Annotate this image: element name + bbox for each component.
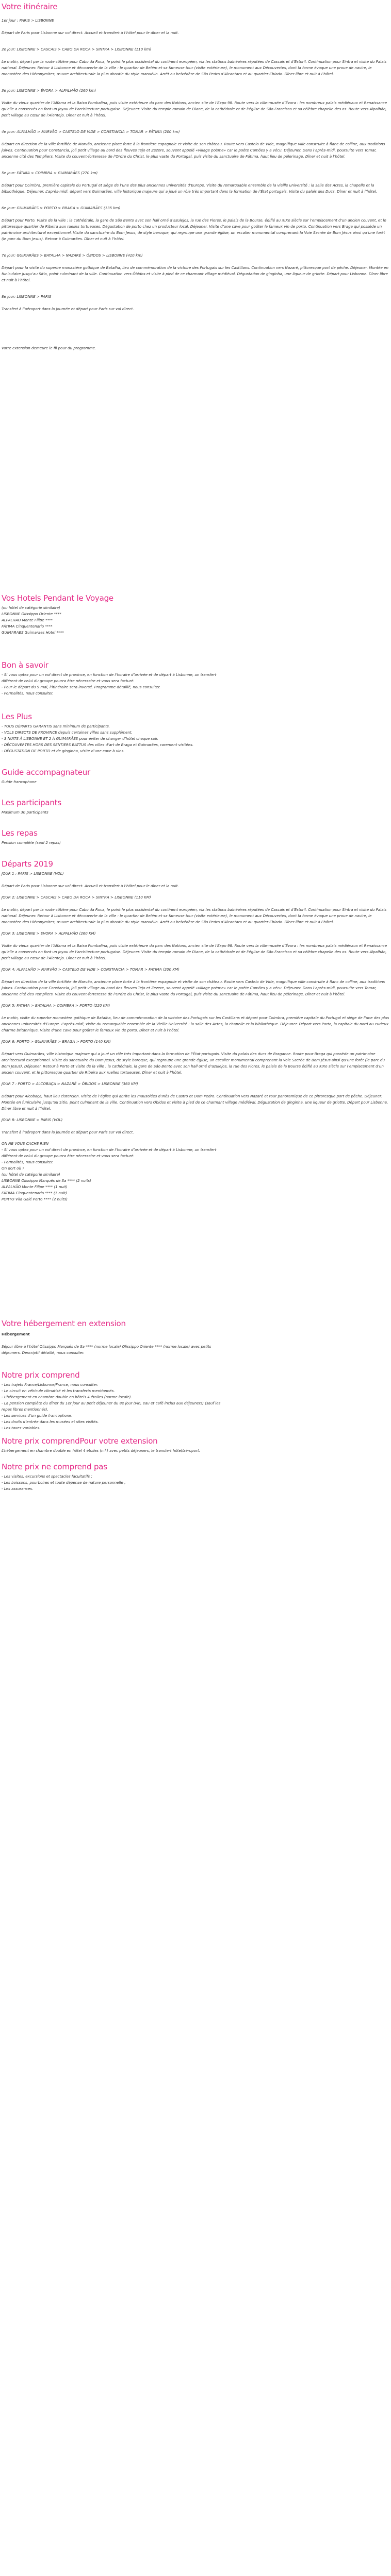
list-line: - 3 NUITS À LISBONNE ET 2 À GUIMARÃES pour éviter de changer d’hôtel chaque soir. xyxy=(2,736,159,741)
day-text: Transfert à l’aéroport dans la journée et départ pour Paris sur vol direct. xyxy=(2,307,134,311)
list-line: - Les visites, excursions et spectacles facultatifs ; xyxy=(2,1474,92,1479)
list-line: - Les droits d’entrée dans les musées et sites visités. xyxy=(2,1419,99,1424)
day-block xyxy=(2,894,389,925)
day-block xyxy=(2,170,389,195)
day-title: JOUR 5: FATIMA > BATALHA > COIMBRA > PORTO (220 KM) xyxy=(2,1003,110,1008)
day-block xyxy=(2,252,389,283)
prix-comprend-section xyxy=(2,1370,389,1431)
list-line: PORTO Vila Galé Porto **** (2 nuits) xyxy=(2,1197,68,1201)
hotels-list xyxy=(2,605,389,636)
hebergement-list xyxy=(2,1344,389,1356)
list-line: - Formalités, nous consulter. xyxy=(2,1160,54,1164)
hotels-heading: Vos Hotels Pendant le Voyage xyxy=(2,594,113,603)
day-block xyxy=(2,1039,389,1076)
repas-heading: Les repas xyxy=(2,828,38,838)
list-line: - TOUS DÉPARTS GARANTIS sans minimum de participants. xyxy=(2,724,110,728)
list-line: - Les taxes variables. xyxy=(2,1426,41,1430)
participants-section xyxy=(2,798,389,816)
day-title: JOUR 3: LISBONNE > EVORA > ALPALHÃO (260 KM) xyxy=(2,931,96,936)
day-text: Départ en direction de la ville fortifiée de Marvão, ancienne place forte à la frontière espagnole et visite de son château. Route vers Castelo de Vide, magnifique ville construite à flanc de colline, aux traditions juives. Continuation pour Constancia, joli petit village au bord des fleuves Tejo et Zezere, souvent appelé «village poème» car le poète Camões y a vécu. Déjeuner. Dans l’après-midi, poursuite vers Tomar, ancienne cité des Templiers. Visite du couvent-forteresse de l’Ordre du Christ, le plus vaste du Portugal, puis visite du sanctuaire de Fátima, haut lieu de pèlerinage. Dîner et nuit à l’hôtel. xyxy=(2,142,385,159)
list-line: Pension complète (sauf 2 repas) xyxy=(2,840,61,845)
list-line: - Formalités, nous consulter. xyxy=(2,691,54,696)
list-line: - La pension complète du dîner du 1er jour au petit déjeuner du 8e jour (vin, eau et café inclus aux déjeuners) (sauf les xyxy=(2,1401,221,1405)
list-line: (ou hôtel de catégorie similaire) xyxy=(2,1172,60,1177)
departs-section xyxy=(2,859,389,1202)
prix-extension-list xyxy=(2,1448,389,1454)
list-line: L’hébergement en chambre double en hôtel 4 étoiles (n.l.) avec petits déjeuners, le transfert hôtel/aéroport. xyxy=(2,1448,200,1453)
plus-list xyxy=(2,723,389,754)
day-title: 7e jour: GUIMARÃES > BATALHA > NAZARÉ > ÓBIDOS > LISBONNE (410 km) xyxy=(2,253,143,258)
hebergement-section xyxy=(2,1319,389,1356)
day-block xyxy=(2,967,389,997)
list-line: - Les services d’un guide francophone. xyxy=(2,1413,73,1418)
itinerary-days xyxy=(2,18,389,312)
participants-list xyxy=(2,809,389,816)
day-title: JOUR 8: LISBONNE > PARIS (VOL) xyxy=(2,1117,63,1122)
day-block xyxy=(2,930,389,961)
day-block xyxy=(2,205,389,242)
day-text: Transfert à l’aéroport dans la journée et départ pour Paris sur vol direct. xyxy=(2,1130,134,1134)
list-line: - Les trajets France/Lisbonne/France, nous consulter. xyxy=(2,1382,99,1387)
day-text: Le matin, visite du superbe monastère gothique de Batalha, lieu de commémoration de la victoire des Portugais sur les Castillans et départ pour Coimbra, première capitale du Portugal et siège de l’une des plus anciennes universités d’Europe. L’après-midi, visite du remarquable ensemble de la Vieille Université : la salle des Actes, la chapelle et la bibliothèque. Déjeuner. Départ vers Porto, la capitale du nord au curieux charme britannique. Visite d’une cave pour goûter le fameux vin de porto. Dîner et nuit à l’hôtel. xyxy=(2,1015,389,1032)
list-line: - VOLS DIRECTS DE PROVINCE depuis certaines villes sans supplément. xyxy=(2,730,133,735)
prix-extension-section xyxy=(2,1436,389,1454)
guide-heading: Guide accompagnateur xyxy=(2,768,91,777)
day-text: Départ de Paris pour Lisbonne sur vol direct. Accueil et transfert à l’hôtel pour le dîner et la nuit. xyxy=(2,884,179,888)
hotels-section xyxy=(2,594,389,636)
list-line: - DÉGUSTATION DE PORTO et de ginginha, visite d’une cave à vins. xyxy=(2,749,125,753)
list-line: - Si vous optez pour un vol direct de province, en fonction de l’horaire d’arrivée et de départ à Lisbonne, un transfert xyxy=(2,1147,217,1152)
prix-extension-heading: Notre prix comprendPour votre extension xyxy=(2,1436,158,1446)
list-line: - Le circuit en véhicule climatisé et les transferts mentionnés. xyxy=(2,1388,115,1393)
prix-ne-comprend-section xyxy=(2,1462,389,1492)
day-title: 8e jour: LISBONNE > PARIS xyxy=(2,294,52,299)
day-text: Visite du vieux quartier de l’Alfama et la Baixa Pombalina, puis visite extérieure du parc des Nations, ancien site de l’Expo 98. Route vers la ville-musée d’Évora : les nombreux palais médiévaux et Renaissance qu’elle a conservés en font un joyau de l’architecture portugaise. Déjeuner. Visite du temple romain de Diane, de la cathédrale et de l’église de São Francisco et sa célèbre chapelle des os. Route vers Alpalhão, petit village au cœur de l’Alentejo. Dîner et nuit à l’hôtel. xyxy=(2,100,387,117)
list-line: - DÉCOUVERTES HORS DES SENTIERS BATTUS des villes d’art de Braga et Guimarães, rarement visitées. xyxy=(2,742,194,747)
participants-heading: Les participants xyxy=(2,798,61,807)
plus-section xyxy=(2,712,389,754)
list-line: LISBONNE Olissippo Oriente **** xyxy=(2,612,61,616)
day-block xyxy=(2,1081,389,1112)
list-line: - Les boissons, pourboires et toute dépense de nature personnelle ; xyxy=(2,1480,126,1485)
prix-ne-comprend-heading: Notre prix ne comprend pas xyxy=(2,1462,107,1471)
day-block xyxy=(2,294,389,312)
day-text: Départ pour Coimbra, première capitale du Portugal et siège de l’une des plus anciennes universités d’Europe. Visite du remarquable ensemble de la vieille université : la salle des Actes, la chapelle et la bibliothèque. Déjeuner. L’après-midi, départ vers Guimarães, ville historique majeure qui a joué un rôle très important dans la formation de l’État portugais. Visite du palais des Ducs. Dîner et nuit à l’hôtel. xyxy=(2,183,378,194)
day-block xyxy=(2,18,389,36)
prix-comprend-heading: Notre prix comprend xyxy=(2,1370,80,1380)
guide-list xyxy=(2,779,389,785)
day-title: 1er jour : PARIS > LISBONNE xyxy=(2,18,54,23)
day-text: Départ pour Porto. Visite de la ville : la cathédrale, la gare de São Bento avec son hall orné d’azulejos, la rue des Flores, le palais de la Bourse, édifié au XIXe siècle sur l’emplacement d’un ancien couvent, et le pittoresque quartier de Ribeira aux ruelles tortueuses. Dégustation de porto chez un producteur local. Déjeuner. Visite d’une cave pour goûter le fameux vin de porto. Continuation vers Braga qui possède un patrimoine architectural exceptionnel. Visite du sanctuaire du Bom Jesus, de style baroque, qui regroupe une grande église, un escalier monumental comprenant la Voie Sacrée de Bom Jésus ainsi qu’une forêt (le parc du Bom Jesus). Retour à Guimarães. Dîner et nuit à l’hôtel. xyxy=(2,218,386,241)
list-line: GUIMARAES Guimaraes Hotel **** xyxy=(2,630,64,635)
repas-list xyxy=(2,840,389,846)
list-line: ALPALHÃO Monte Filipe **** (1 nuit) xyxy=(2,1184,68,1189)
day-block xyxy=(2,1117,389,1136)
itinerary-heading: Votre itinéraire xyxy=(2,2,58,11)
departs-days xyxy=(2,871,389,1136)
list-line: - Les assurances. xyxy=(2,1486,34,1491)
list-line: FÁTIMA Cinquentenario **** xyxy=(2,624,53,629)
itinerary-note: Votre extension demeure le fil pour du programme. xyxy=(2,346,96,350)
day-text: Départ vers Guimarães, ville historique majeure qui a joué un rôle très important dans la formation de l’État portugais. Visite du palais des ducs de Bragance. Route pour Braga qui possède un patrimoine architectural exceptionnel. Visite du sanctuaire du Bom Jesus, de style baroque, qui regroupe une grande église, un escalier monumental comprenant la Voie Sacrée de Bom Jésus ainsi qu’une forêt (le parc du Bom Jesus). Déjeuner. Retour à Porto et visite de la ville : la cathédrale, la gare de São Bento avec son hall orné d’azulejos, la rue des Flores, le palais de la Bourse édifié au XIXe siècle sur l’emplacement d’un ancien couvent, et le pittoresque quartier de Ribeira aux ruelles tortueuses. Dîner et nuit à l’hôtel. xyxy=(2,1052,385,1075)
bon-savoir-section xyxy=(2,660,389,697)
departs-list xyxy=(2,1141,389,1202)
list-line: ALPALHÃO Monte Filipe **** xyxy=(2,618,53,622)
hebergement-subtitle: Hébergement xyxy=(2,1332,30,1336)
day-text: Visite du vieux quartier de l’Alfama et la Baixa Pombalina, puis visite extérieure du parc des Nations, ancien site de l’Expo 98. Route vers la ville-musée d’Évora : les nombreux palais médiévaux et Renaissance qu’elle a conservés en font un joyau de l’architecture portugaise. Déjeuner. Visite du temple romain de Diane, de la cathédrale et de l’église de São Francisco et sa célèbre chapelle des os. Route vers Alpalhão, petit village au cœur de l’Alentejo. Dîner et nuit à l’hôtel. xyxy=(2,943,387,960)
day-text: Départ pour Alcobaça, haut lieu cistercien. Visite de l’église qui abrite les mausolées d’Inès de Castro et Dom Pedro. Continuation vers Nazaré et tour panoramique de ce pittoresque port de pêche. Déjeuner. Montée en funiculaire jusqu’au Sitio, point culminant de la ville. Continuation vers Óbidos et visite à pied de ce charmant village médiéval. Dégustation de ginginha, une liqueur de griotte. Départ pour Lisbonne. Dîner libre et nuit à l’hôtel. xyxy=(2,1094,388,1111)
list-line: - Si vous optez pour un vol direct de province, en fonction de l’horaire d’arrivée et de départ à Lisbonne, un transfert xyxy=(2,672,217,677)
day-block xyxy=(2,1003,389,1033)
list-line: LISBONNE Olissippo Marquês de Sa **** (2 nuits) xyxy=(2,1178,91,1183)
list-line: (ou hôtel de catégorie similaire) xyxy=(2,605,60,610)
day-text: Départ de Paris pour Lisbonne sur vol direct. Accueil et transfert à l’hôtel pour le dîner et la nuit. xyxy=(2,30,179,35)
day-title: 4e jour: ALPALHÃO > MARVÃO > CASTELO DE VIDE > CONSTANCIA > TOMAR > FÁTIMA (200 km) xyxy=(2,129,180,134)
itinerary-section xyxy=(2,2,389,351)
day-title: JOUR 6: PORTO > GUIMARÃES > BRAGA > PORTO (140 KM) xyxy=(2,1039,111,1044)
bon-savoir-heading: Bon à savoir xyxy=(2,660,48,670)
guide-section xyxy=(2,768,389,785)
prix-ne-comprend-list xyxy=(2,1473,389,1492)
list-line: déjeuners. Descriptif détaillé, nous consulter. xyxy=(2,1350,85,1355)
day-title: 2e jour: LISBONNE > CASCAIS > CABO DA ROCA > SINTRA > LISBONNE (110 km) xyxy=(2,47,152,52)
day-block xyxy=(2,88,389,118)
bon-savoir-list xyxy=(2,672,389,697)
day-block xyxy=(2,129,389,160)
list-line: Séjour libre à l’hôtel Olissippo Marquês de Sa **** (norme locale) Olissippo Oriente **** (norme locale) avec petits xyxy=(2,1344,211,1349)
list-line: différent de celui du groupe pourra être nécessaire et vous sera facturé. xyxy=(2,1154,135,1158)
prix-comprend-list xyxy=(2,1382,389,1431)
list-line: repas libres mentionnés). xyxy=(2,1407,48,1412)
list-line: ON NE VOUS CACHE RIEN xyxy=(2,1141,49,1146)
day-title: 3e jour: LISBONNE > ÉVORA > ALPALHÃO (260 km) xyxy=(2,88,96,93)
day-title: JOUR 1 : PARIS > LISBONNE (VOL) xyxy=(2,871,64,876)
day-block xyxy=(2,46,389,77)
list-line: - Pour le départ du 9 mai, l’itinéraire sera inversé. Programme détaillé, nous consulter. xyxy=(2,685,161,689)
departs-heading: Départs 2019 xyxy=(2,859,53,869)
day-text: Le matin, départ par la route côtière pour Cabo da Roca, le point le plus occidental du continent européen, via les stations balnéaires réputées de Cascais et d’Estoril. Continuation pour Sintra et visite du Palais national. Déjeuner. Retour à Lisbonne et découverte de la ville : le quartier de Belém et sa fameuse tour (visite extérieure), le monument aux Découvertes, dont la forme évoque une proue de navire, le monastère des Hiéronymites, œuvre architecturale la plus aboutie du style manuélin. Arrêt au belvédère de São Pedro d’Alcantara et au quartier Chiado. Dîner libre et nuit à l’hôtel. xyxy=(2,907,387,924)
list-line: FÁTIMA Cinquentenario **** (1 nuit) xyxy=(2,1191,67,1195)
day-title: JOUR 4: ALPALHÃO > MARVÃO > CASTELO DE VIDE > CONSTANCIA > TOMAR > FATIMA (200 KM) xyxy=(2,967,180,972)
day-text: Le matin, départ par la route côtière pour Cabo da Roca, le point le plus occidental du continent européen, via les stations balnéaires réputées de Cascais et d’Estoril. Continuation pour Sintra et visite du Palais national. Déjeuner. Retour à Lisbonne et découverte de la ville : le quartier de Belém et sa fameuse tour (visite extérieure), le monument aux Découvertes, dont la forme évoque une proue de navire, le monastère des Hiéronymites, œuvre architecturale la plus aboutie du style manuélin. Arrêt au belvédère de São Pedro d’Alcantara et au quartier Chiado. Dîner libre et nuit à l’hôtel. xyxy=(2,59,387,76)
plus-heading: Les Plus xyxy=(2,712,32,721)
day-title: 5e jour: FÁTIMA > COIMBRA > GUIMARÃES (270 km) xyxy=(2,171,98,175)
day-title: 6e jour: GUIMARÃES > PORTO > BRAGA > GUIMARÃES (135 km) xyxy=(2,206,121,210)
list-line: différent de celui du groupe pourra être nécessaire et vous sera facturé. xyxy=(2,679,135,683)
day-block xyxy=(2,871,389,889)
day-text: Départ pour la visite du superbe monastère gothique de Batalha, lieu de commémoration de la victoire des Portugais sur les Castillans. Continuation vers Nazaré, pittoresque port de pêche. Déjeuner. Montée en funiculaire jusqu’au Sitio, point culminant de la ville. Continuation vers Óbidos et visite à pied de ce charmant village médiéval. Dégustation de ginginha, une liqueur de griotte. Départ pour Lisbonne. Dîner libre et nuit à l’hôtel. xyxy=(2,265,388,282)
day-text: Départ en direction de la ville fortifiée de Marvão, ancienne place forte à la frontière espagnole et visite de son château. Route vers Castelo de Vide, magnifique ville construite à flanc de colline, aux traditions juives. Continuation pour Constancia, joli petit village au bord des fleuves Tejo et Zezere, souvent appelé «village poème» car le poète Camões y a vécu. Déjeuner. Dans l’après-midi, poursuite vers Tomar, ancienne cité des Templiers. Visite du couvent-forteresse de l’Ordre du Christ, le plus vaste du Portugal, puis visite du sanctuaire de Fátima, haut lieu de pèlerinage. Dîner et nuit à l’hôtel. xyxy=(2,979,385,996)
hebergement-heading: Votre hébergement en extension xyxy=(2,1319,126,1328)
list-line: Maximum 30 participants xyxy=(2,810,48,815)
repas-section xyxy=(2,828,389,846)
day-title: JOUR 2: LISBONNE > CASCAIS > CABO DA ROCA > SINTRA > LISBONNE (110 KM) xyxy=(2,895,151,900)
day-title: JOUR 7 : PORTO > ALCOBAÇA > NAZARÉ > ÓBIDOS > LISBONNE (360 KM) xyxy=(2,1081,138,1086)
list-line: Guide francophone xyxy=(2,779,37,784)
list-line: On dort où ? xyxy=(2,1166,24,1171)
list-line: - L’hébergement en chambre double en hôtels 4 étoiles (norme locale). xyxy=(2,1395,132,1399)
